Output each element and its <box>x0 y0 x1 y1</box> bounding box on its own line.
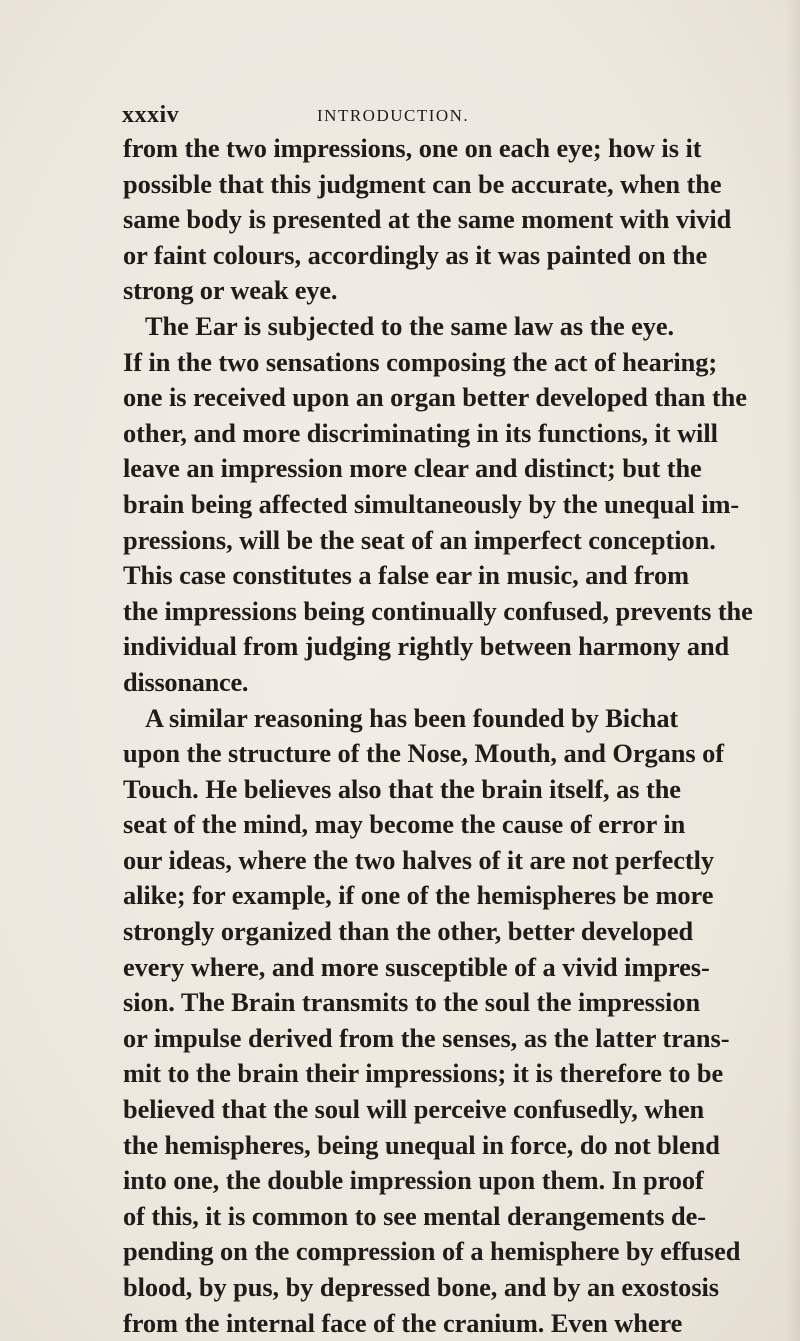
text-line: from the two impressions, one on each eye; how is it <box>123 133 702 163</box>
text-line: A similar reasoning has been founded by Bichat <box>145 702 679 733</box>
text-line: alike; for example, if one of the hemispheres be more <box>123 880 714 911</box>
text-line: the impressions being continually confused, prevents the <box>123 595 753 626</box>
body-text <box>123 131 798 1341</box>
text-line: pending on the compression of a hemisphere by effused <box>123 1236 741 1267</box>
text-line: If in the two sensations composing the act of hearing; <box>123 346 718 377</box>
text-line: every where, and more susceptible of a vivid impres- <box>123 951 710 982</box>
text-line: into one, the double impression upon them. In proof <box>123 1165 704 1196</box>
running-head: INTRODUCTION. <box>317 106 470 125</box>
text-line: seat of the mind, may become the cause of error in <box>123 809 686 840</box>
text-line: Touch. He believes also that the brain itself, as the <box>123 773 681 804</box>
text-line: or impulse derived from the senses, as the latter trans- <box>123 1022 730 1053</box>
text-line: one is received upon an organ better developed than the <box>123 382 747 413</box>
text-line: leave an impression more clear and distinct; but the <box>123 453 702 484</box>
text-line: strongly organized than the other, better developed <box>123 916 694 947</box>
text-line: from the internal face of the cranium. Even where <box>123 1307 683 1338</box>
page-header <box>122 102 682 130</box>
text-line: pressions, will be the seat of an imperfect conception. <box>123 524 716 555</box>
text-line: possible that this judgment can be accurate, when the <box>123 168 722 199</box>
text-line: strong or weak eye. <box>123 275 338 306</box>
text-line: mit to the brain their impressions; it is therefore to be <box>123 1058 724 1089</box>
text-line: or faint colours, accordingly as it was painted on the <box>123 239 708 270</box>
text-line: other, and more discriminating in its functions, it will <box>123 417 718 448</box>
text-line: upon the structure of the Nose, Mouth, and Organs of <box>123 738 724 769</box>
text-line: believed that the soul will perceive confusedly, when <box>123 1094 705 1125</box>
text-line: brain being affected simultaneously by the unequal im- <box>123 488 740 519</box>
text-line: This case constitutes a false ear in music, and from <box>123 560 690 591</box>
text-line: dissonance. <box>123 666 249 697</box>
text-line: sion. The Brain transmits to the soul the impression <box>123 987 701 1018</box>
text-line: individual from judging rightly between harmony and <box>123 631 730 662</box>
text-line: the hemispheres, being unequal in force, do not blend <box>123 1129 720 1160</box>
text-line: of this, it is common to see mental derangements de- <box>123 1200 707 1231</box>
page-number: xxxiv <box>122 102 180 128</box>
text-line: blood, by pus, by depressed bone, and by an exostosis <box>123 1272 720 1302</box>
text-line: The Ear is subjected to the same law as the eye. <box>145 310 675 341</box>
text-line: same body is presented at the same moment with vivid <box>123 204 732 235</box>
text-line: our ideas, where the two halves of it are not perfectly <box>123 844 715 875</box>
